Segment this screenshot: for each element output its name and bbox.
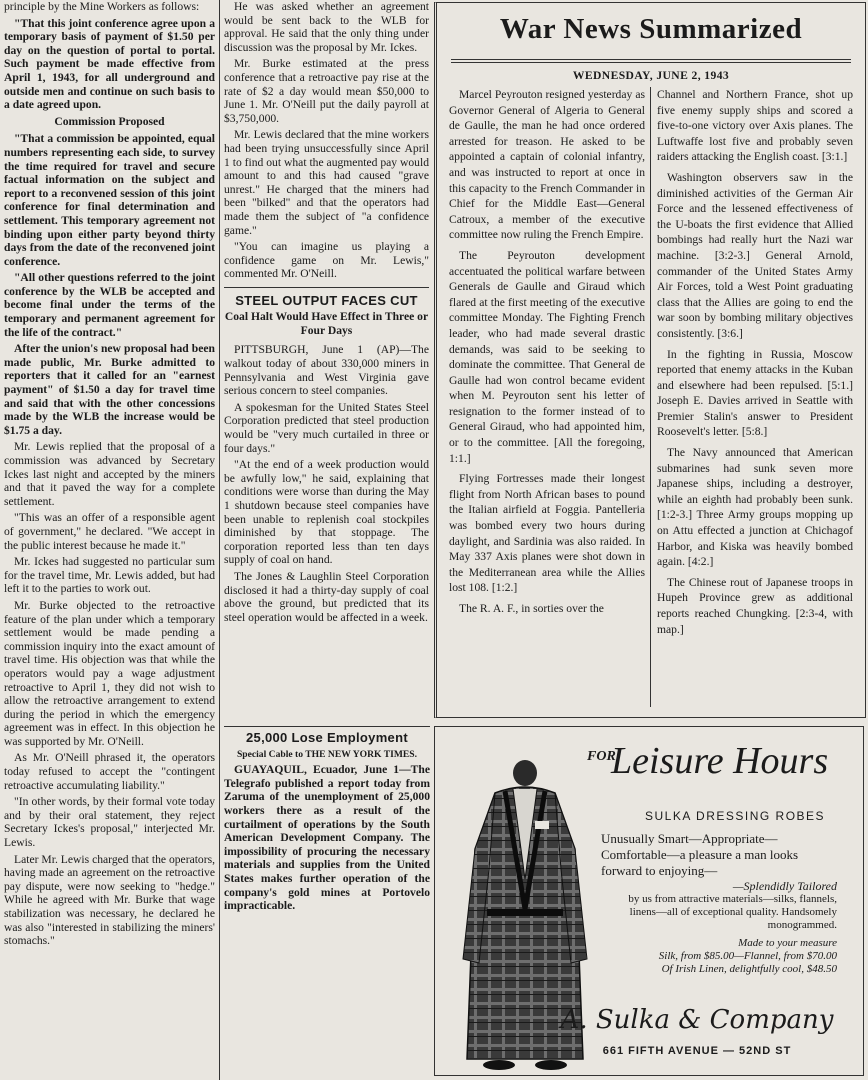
paragraph: Flying Fortresses made their longest flight from North African bases to pound the Italian airfield at Foggia. Pantelleria was bombed every two hours during daylight, and Sardinia was also raided. In May 337 Axis planes were shot down in the Mediterranean area while the Allies lost 108. [1:2.] [449,472,645,595]
section-rule [224,287,429,288]
dateline-credit: Special Cable to THE NEW YORK TIMES. [236,748,418,760]
war-news-column-1 [449,87,645,622]
ad-copy-materials: by us from attractive materials—silks, flannels, linens—all of exceptional quality. Handsomely monogrammed. [628,893,837,931]
paragraph: Marcel Peyrouton resigned yesterday as Governor General of Algeria to General de Gaulle, the man he had once ordered arrested for treason. He asked to be appointed a captain of colonial infantry, and was instructed to report at once in this capacity to the French Commander in Chief for the Middle East—General Catroux, a member of the executive committee now ruling the French Empire. [449,88,645,242]
ad-title: Leisure Hours [611,740,829,782]
ad-made-to-measure: Made to your measure [738,937,837,949]
ad-copy-tailored: —Splendidly Tailored [732,879,837,893]
paragraph: He was asked whether an agreement would be sent back to the WLB for approval. He said that the only thing under discussion was the proposal by Mr. Ickes. [224,0,429,54]
paragraph: "This was an offer of a responsible agent of government," he declared. "We accept in the public interest because he made it." [4,511,215,552]
paragraph: The Navy announced that American submarines had sunk seven more Japanese ships, including a destroyer, while an eighth had probably been sunk. [1:2-3.] Three Army groups mopping up on Attu effected a junction at Chichagof Harbor, and Kiska was heavily bombed again. [4:2.] [657,446,853,569]
column-divider [650,87,651,707]
paragraph: The Chinese rout of Japanese troops in Hupeh Province grew as additional reports reached Chungking. [2:3-4, with map.] [657,575,853,636]
ad-price-silk-flannel: Silk, from $85.00—Flannel, from $70.00 [658,950,837,962]
paragraph: Mr. Lewis replied that the proposal of a commission was advanced by Secretary Ickes last night and accepted by the miners and that it paved the way for a complete settlement. [4,440,215,508]
ad-copy: Unusually Smart—Appropriate—Comfortable—a pleasure a man looks forward to enjoying— [601,831,799,878]
paragraph: Mr. Burke objected to the retroactive feature of the plan under which a temporary settlement would be made pending a commission inquiry into the exact amount of travel time. His objection was that while the operators would pay a wage adjustment retroactive to April 1, they did not wish to allow the retroactive arrangement to extend during the period in which the emergency agreement was in effect. In this objection he was supported by Mr. O'Neill. [4,598,215,748]
paragraph: principle by the Mine Workers as follows: [4,0,200,13]
ad-prices [611,937,837,976]
war-news-column-2 [657,87,853,642]
headline: STEEL OUTPUT FACES CUT [235,292,418,308]
paragraph: PITTSBURGH, June 1 (AP)—The walkout today of about 330,000 miners in Pennsylvania and West Virginia gave serious concern to steel companies. [224,343,429,398]
subheading: Commission Proposed [54,114,165,128]
paragraph: "At the end of a week production would be awfully low," he said, explaining that conditions were worse than during the May 1 shutdown because steel companies have been unable to replenish coal stockpiles diminished by that stoppage. The corporation reported less than ten days supply of coal on hand. [224,458,429,567]
war-news-title: War News Summarized [499,13,803,45]
deck: Coal Halt Would Have Effect in Three or Four Days [224,310,429,338]
paragraph: As Mr. O'Neill phrased it, the operators today refused to accept the "contingent retroactive accumulating liability." [4,751,215,792]
paragraph: Mr. Burke estimated at the press conference that a retroactive pay rise at the rate of $2 a day would mean $50,000 to June 1. Mr. O'Neill put the daily payroll at $3,750,000. [224,57,429,125]
ad-for-label: FOR [587,749,616,764]
paragraph: "That a commission be appointed, equal numbers representing each side, to survey the time required for travel and secure factual information on the subject and report to a reconvened session of this joint conference for final determination and settlement. This temporary agreement not binding upon either party beyond thirty days from the date of the reconvened joint conference. [4,132,215,268]
article-column-left [4,0,215,951]
ad-address: 661 FIFTH AVENUE — 52ND ST [602,1045,792,1057]
paragraph: After the union's new proposal had been made public, Mr. Burke admitted to reporters that it called for an "earnest payment" of $1.50 a day for travel time and said that with the other concessions made by the WLB the increase would be $1.75 a day. [4,342,215,437]
ad-subtitle: SULKA DRESSING ROBES [645,809,826,823]
paragraph: Mr. Lewis declared that the mine workers had been trying unsuccessfully since April 1 to find out what the augmented pay would amount to and this had caused "grave unrest." He charged that the miners had been "bilked" and that the operators had made them the subject of "a confidence game." [224,128,429,237]
paragraph: A spokesman for the United States Steel Corporation predicted that steel production would be "very much curtailed in three or four days." [224,400,429,455]
employment-article [224,726,430,916]
paragraph: The Peyrouton development accentuated the political warfare between Generals de Gaulle and Giraud which flared at the first meeting of the executive committee Monday. The Fighting French leader, who had made several drastic demands, was said to be seeking to dominate the committee. That General de Gaulle had won control became evident when M. Peyrouton sent his letter of resignation to the former instead of to General Giraud, who had appointed him, or to the committee. [All the foregoing, 1:1.] [449,248,645,465]
paragraph: Channel and Northern France, shot up five enemy supply ships and scored a five-to-one victory over Axis planes. The Luftwaffe lost five and probably seven raiders attacking the English coast. [3:1.] [657,88,853,164]
paragraph: Mr. Ickes had suggested no particular sum for the travel time, Mr. Lewis added, but had left it to the parties to work out. [4,555,215,596]
war-news-box [434,2,866,718]
ad-price-linen: Of Irish Linen, delightfully cool, $48.50 [661,963,837,975]
paragraph: "In other words, by their formal vote today and by their oral statement, they reject Secretary Ickes's proposal," interjected Mr. Lewis. [4,795,215,850]
paragraph: Washington observers saw in the diminished activities of the German Air Force and the lessened effectiveness of the U-boats the first evidence that Allied bombings had really hurt the Nazi war machine. [3:2-3.] General Arnold, commander of the United States Army Air Forces, told a West Point graduating class that the Allies are going to end the war soon by bombing military objectives consistently. [3:6.] [657,170,853,340]
paragraph: "That this joint conference agree upon a temporary basis of payment of $1.50 per day on the question of portal to portal. Such payment be made effective from April 1, 1943, for all underground and outside men and continue on such basis to a date agreed upon. [4,16,215,112]
section-rule [224,726,430,727]
war-news-date: WEDNESDAY, JUNE 2, 1943 [572,69,730,82]
ad-brand: A. Sulka & Company [560,1005,834,1035]
column-divider [219,0,220,1080]
paragraph: GUAYAQUIL, Ecuador, June 1—The Telegrafo published a report today from Zaruma of the unemployment of 25,000 workers there as a result of the curtailment of operations by the South American Development Company. The impossibility of procuring the necessary materials and supplies from the United States makes further operation of the company's gold mines at Portovelo impracticable. [224,763,430,913]
headline: 25,000 Lose Employment [246,730,408,745]
paragraph: The R. A. F., in sorties over the [459,602,604,615]
title-rule [451,59,851,63]
paragraph: The Jones & Laughlin Steel Corporation disclosed it had a thirty-day supply of coal above the ground, but predicted that its steel operation would be affected in a week. [224,569,429,624]
sulka-advertisement [434,726,864,1076]
paragraph: Later Mr. Lewis charged that the operators, having made an agreement on the retroactive pay dispute, were now seeking to "hedge." While he agreed with Mr. Burke that wage stabilization was necessary, he declared he was also "interested in stabilizing the miners' stomachs." [4,852,215,948]
article-column-middle [224,0,429,627]
paragraph: "You can imagine us playing a confidence game on Mr. Lewis," commented Mr. O'Neill. [224,240,429,281]
paragraph: "All other questions referred to the joint conference by the WLB be accepted and become final under the terms of the temporary and permanent agreement for the life of the contract." [4,271,215,339]
paragraph: In the fighting in Russia, Moscow reported that enemy attacks in the Kuban and elsewhere had been repulsed. [5:1.] Joseph E. Davies arrived in Seattle with Premier Stalin's answer to President Roosevelt's letter. [5:8.] [657,347,853,439]
